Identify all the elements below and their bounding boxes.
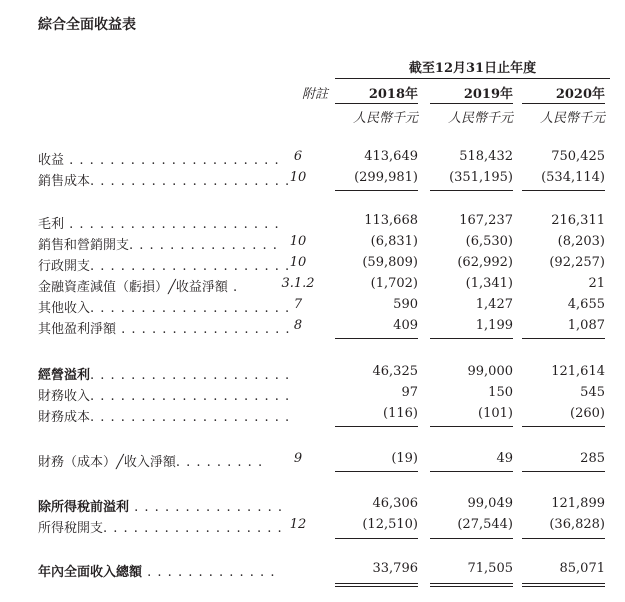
subtotal-line-2018 xyxy=(335,190,418,191)
note-header: 附註 xyxy=(301,87,328,102)
row-note: 9 xyxy=(293,451,303,466)
row-note: 6 xyxy=(293,149,303,164)
subtotal-line-2019 xyxy=(430,538,513,539)
value-2018: (116) xyxy=(383,406,418,421)
value-2019: (101) xyxy=(478,406,513,421)
value-2020: 121,614 xyxy=(551,364,605,379)
total-double-line-2019 xyxy=(430,583,513,584)
year-underline-2020 xyxy=(522,103,605,104)
period-underline xyxy=(335,78,610,79)
unit-2019: 人民幣千元 xyxy=(447,111,513,126)
value-2019: (27,544) xyxy=(457,517,513,532)
table-row xyxy=(0,496,625,516)
value-2018: (1,702) xyxy=(370,276,418,291)
value-2020: (36,828) xyxy=(549,517,605,532)
year-underline-2018 xyxy=(335,103,418,104)
row-label: 其他收入. . . . . . . . . . . . . . . . . . . . xyxy=(38,301,291,316)
table-row xyxy=(0,213,625,233)
value-2020: (92,257) xyxy=(549,255,605,270)
table-row xyxy=(0,561,625,581)
value-2019: (351,195) xyxy=(449,170,513,185)
row-label: 財務收入. . . . . . . . . . . . . . . . . . . . xyxy=(38,389,291,404)
value-2019: 99,049 xyxy=(467,496,513,511)
subtotal-line-2020 xyxy=(522,538,605,539)
total-double-line-2018 xyxy=(335,583,418,584)
row-label: 銷售成本. . . . . . . . . . . . . . . . . . . . xyxy=(38,174,291,189)
subtotal-line-2019 xyxy=(430,426,513,427)
row-label: 毛利 . . . . . . . . . . . . . . . . . . . . . xyxy=(38,217,280,232)
table-row xyxy=(0,406,625,426)
subtotal-line-2020 xyxy=(522,338,605,339)
value-2020: (534,114) xyxy=(541,170,605,185)
row-label: 年內全面收入總額 . . . . . . . . . . . . . xyxy=(38,565,276,580)
subtotal-line-2020 xyxy=(522,426,605,427)
value-2020: 85,071 xyxy=(559,561,605,576)
value-2018: 113,668 xyxy=(364,213,418,228)
value-2018: 590 xyxy=(393,297,418,312)
value-2019: (62,992) xyxy=(457,255,513,270)
row-label: 金融資產減值（虧損）╱收益淨額 . xyxy=(38,280,239,295)
value-2019: 71,505 xyxy=(467,561,513,576)
row-note: 10 xyxy=(289,255,307,270)
period-header: 截至12月31日止年度 xyxy=(408,61,537,76)
subtotal-line-2019 xyxy=(430,471,513,472)
subtotal-line-2018 xyxy=(335,538,418,539)
value-2020: 21 xyxy=(588,276,605,291)
row-label: 銷售和營銷開支. . . . . . . . . . . . . . . xyxy=(38,238,278,253)
year-header-2020: 2020年 xyxy=(555,87,605,102)
value-2020: (8,203) xyxy=(557,234,605,249)
value-2018: (59,809) xyxy=(362,255,418,270)
total-double-line-2018 xyxy=(335,586,418,587)
row-label: 行政開支. . . . . . . . . . . . . . . . . . . . xyxy=(38,259,291,274)
value-2020: 285 xyxy=(580,451,605,466)
table-row xyxy=(0,385,625,405)
subtotal-line-2018 xyxy=(335,338,418,339)
table-row xyxy=(0,276,625,296)
year-header-2018: 2018年 xyxy=(368,87,418,102)
value-2019: 1,427 xyxy=(475,297,513,312)
row-note: 12 xyxy=(289,517,307,532)
row-note: 10 xyxy=(289,234,307,249)
year-underline-2019 xyxy=(430,103,513,104)
value-2019: 167,237 xyxy=(459,213,513,228)
subtotal-line-2018 xyxy=(335,471,418,472)
value-2019: 49 xyxy=(496,451,513,466)
table-row xyxy=(0,234,625,254)
table-row xyxy=(0,451,625,471)
row-label: 財務（成本）╱收入淨額. . . . . . . . . xyxy=(38,455,264,470)
value-2020: 1,087 xyxy=(567,318,605,333)
value-2019: (1,341) xyxy=(465,276,513,291)
year-header-2019: 2019年 xyxy=(463,87,513,102)
subtotal-line-2018 xyxy=(335,426,418,427)
value-2020: 216,311 xyxy=(551,213,605,228)
subtotal-line-2019 xyxy=(430,190,513,191)
row-note: 3.1.2 xyxy=(281,276,315,291)
table-row xyxy=(0,255,625,275)
value-2019: 150 xyxy=(488,385,513,400)
unit-2020: 人民幣千元 xyxy=(539,111,605,126)
value-2019: 518,432 xyxy=(459,149,513,164)
total-double-line-2020 xyxy=(522,586,605,587)
value-2020: 545 xyxy=(580,385,605,400)
table-row xyxy=(0,517,625,537)
value-2019: 1,199 xyxy=(475,318,513,333)
value-2020: (260) xyxy=(570,406,605,421)
row-label: 所得稅開支. . . . . . . . . . . . . . . . . . xyxy=(38,521,283,536)
value-2020: 121,899 xyxy=(551,496,605,511)
subtotal-line-2020 xyxy=(522,190,605,191)
table-row xyxy=(0,364,625,384)
value-2018: (6,831) xyxy=(370,234,418,249)
value-2019: 99,000 xyxy=(467,364,513,379)
table-row xyxy=(0,297,625,317)
statement-title: 綜合全面收益表 xyxy=(38,17,136,33)
value-2018: 413,649 xyxy=(364,149,418,164)
subtotal-line-2019 xyxy=(430,338,513,339)
row-label: 收益 . . . . . . . . . . . . . . . . . . . . . xyxy=(38,153,280,168)
value-2019: (6,530) xyxy=(465,234,513,249)
row-label: 財務成本. . . . . . . . . . . . . . . . . . . . xyxy=(38,410,291,425)
value-2018: (299,981) xyxy=(354,170,418,185)
unit-2018: 人民幣千元 xyxy=(352,111,418,126)
value-2018: 46,325 xyxy=(372,364,418,379)
row-label: 經營溢利. . . . . . . . . . . . . . . . . . . . xyxy=(38,368,291,383)
value-2018: 409 xyxy=(393,318,418,333)
row-note: 10 xyxy=(289,170,307,185)
total-double-line-2019 xyxy=(430,586,513,587)
value-2018: 97 xyxy=(401,385,418,400)
row-label: 除所得稅前溢利 . . . . . . . . . . . . . . . xyxy=(38,500,283,515)
value-2018: 46,306 xyxy=(372,496,418,511)
value-2020: 4,655 xyxy=(567,297,605,312)
total-double-line-2020 xyxy=(522,583,605,584)
value-2018: (19) xyxy=(391,451,418,466)
subtotal-line-2020 xyxy=(522,471,605,472)
table-row xyxy=(0,149,625,169)
table-row xyxy=(0,170,625,190)
row-note: 7 xyxy=(293,297,303,312)
row-note: 8 xyxy=(293,318,303,333)
value-2018: (12,510) xyxy=(362,517,418,532)
value-2018: 33,796 xyxy=(372,561,418,576)
value-2020: 750,425 xyxy=(551,149,605,164)
row-label: 其他盈利淨額 . . . . . . . . . . . . . . . . . xyxy=(38,322,291,337)
table-row xyxy=(0,318,625,338)
